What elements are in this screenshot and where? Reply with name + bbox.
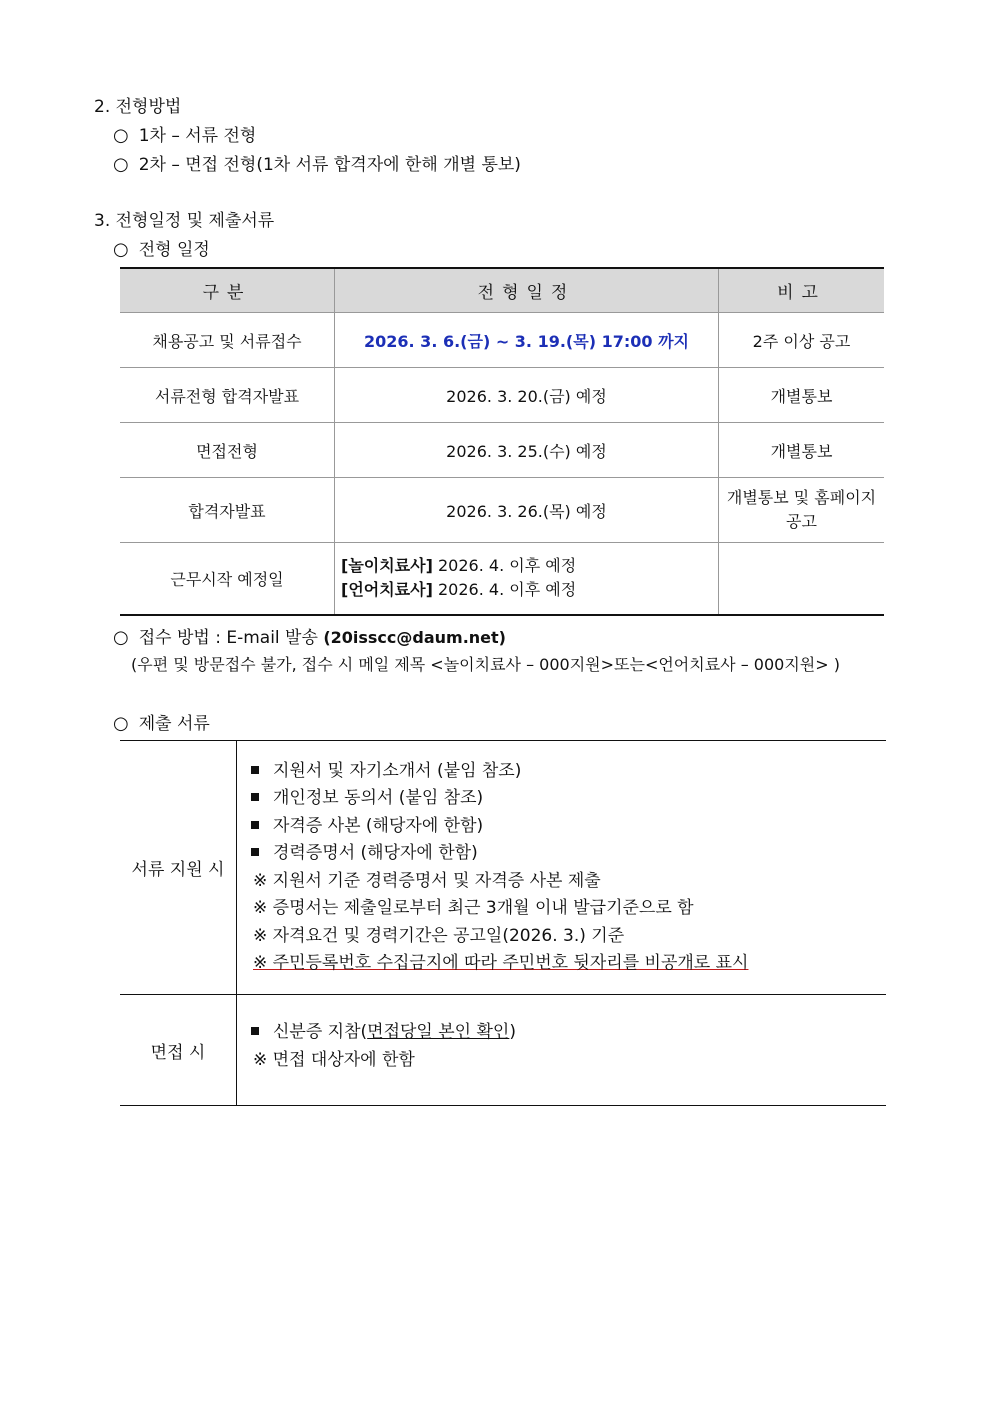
submission-note: (우편 및 방문접수 불가, 접수 시 메일 제목 <놀이치료사 – 000지원>또는<언어치료사 – 000지원> ) <box>131 655 840 674</box>
section-3-title: 3. 전형일정 및 제출서류 <box>94 211 275 231</box>
circle-bullet-icon: ○ <box>113 627 129 648</box>
list-item: ※ 지원서 기준 경력증명서 및 자격증 사본 제출 <box>253 870 601 891</box>
header-category: 구분 <box>120 268 335 313</box>
list-item: ※ 면접 대상자에 한함 <box>253 1049 415 1070</box>
square-bullet-icon <box>251 793 259 801</box>
application-period: 2026. 3. 6.(금) ~ 3. 19.(목) 17:00 까지 <box>335 313 719 368</box>
schedule-heading: ○ 전형 일정 <box>113 239 210 260</box>
method-item-1: ○ 1차 – 서류 전형 <box>113 125 257 146</box>
section-2-title: 2. 전형방법 <box>94 97 182 117</box>
interview-label: 면접 시 <box>120 995 237 1106</box>
table-row <box>120 741 886 995</box>
schedule-header-row <box>120 268 884 313</box>
list-item: 지원서 및 자기소개서 (붙임 참조) <box>251 758 886 786</box>
header-note: 비고 <box>719 268 885 313</box>
submission-email: (20isscc@daum.net) <box>323 628 506 647</box>
schedule-table <box>120 267 884 616</box>
list-item: 자격증 사본 (해당자에 한함) <box>251 813 886 841</box>
table-row: 근무시작 예정일 [놀이치료사] 2026. 4. 이후 예정 [언어치료사] 2026. 4. 이후 예정 <box>120 543 884 615</box>
header-schedule: 전형일정 <box>335 268 719 313</box>
table-row: 면접전형 2026. 3. 25.(수) 예정 개별통보 <box>120 423 884 478</box>
documents-heading: ○ 제출 서류 <box>113 713 210 734</box>
application-label: 서류 지원 시 <box>120 741 237 995</box>
privacy-notice: ※ 주민등록번호 수집금지에 따라 주민번호 뒷자리를 비공개로 표시 <box>253 953 749 973</box>
square-bullet-icon <box>251 848 259 856</box>
table-row: 합격자발표 2026. 3. 26.(목) 예정 개별통보 및 홈페이지 공고 <box>120 478 884 543</box>
circle-bullet-icon: ○ <box>113 154 129 175</box>
circle-bullet-icon: ○ <box>113 713 129 734</box>
list-item: ※ 자격요건 및 경력기간은 공고일(2026. 3.) 기준 <box>253 925 625 946</box>
list-item: 신분증 지참(면접당일 본인 확인) <box>251 1019 886 1047</box>
circle-bullet-icon: ○ <box>113 239 129 260</box>
method-item-2: ○ 2차 – 면접 전형(1차 서류 합격자에 한해 개별 통보) <box>113 154 521 175</box>
list-item: 개인정보 동의서 (붙임 참조) <box>251 785 886 813</box>
submission-method: ○ 접수 방법 : E-mail 발송 (20isscc@daum.net) <box>113 627 506 648</box>
table-row <box>120 995 886 1106</box>
square-bullet-icon <box>251 821 259 829</box>
square-bullet-icon <box>251 766 259 774</box>
list-item: 경력증명서 (해당자에 한함) <box>251 840 886 868</box>
square-bullet-icon <box>251 1027 259 1035</box>
table-row: 채용공고 및 서류접수 2026. 3. 6.(금) ~ 3. 19.(목) 17:00 까지 2주 이상 공고 <box>120 313 884 368</box>
documents-table <box>120 740 886 1106</box>
list-item: ※ 증명서는 제출일로부터 최근 3개월 이내 발급기준으로 함 <box>253 898 694 918</box>
table-row: 서류전형 합격자발표 2026. 3. 20.(금) 예정 개별통보 <box>120 368 884 423</box>
circle-bullet-icon: ○ <box>113 125 129 146</box>
